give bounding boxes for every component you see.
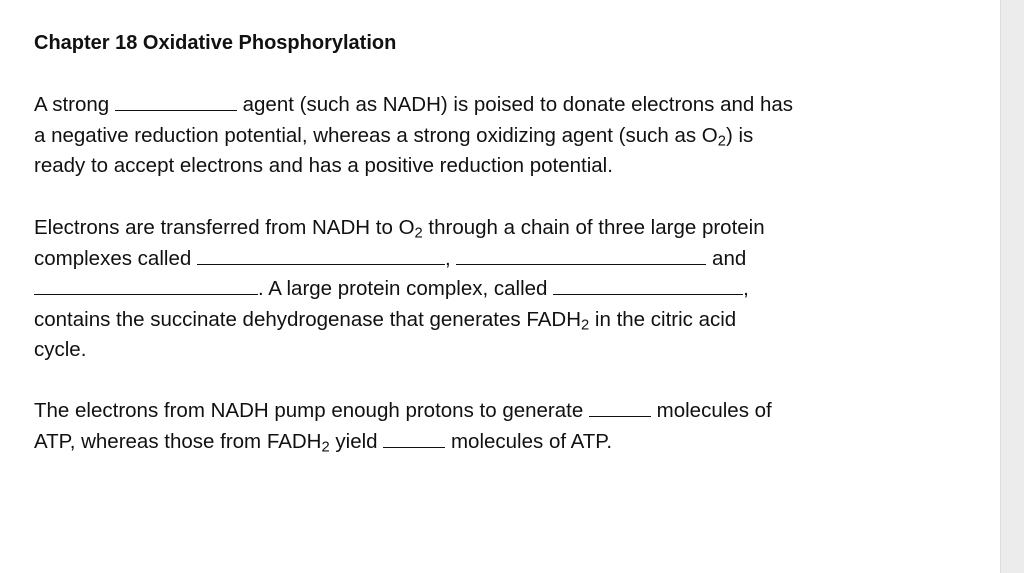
paragraph-2-line-2 [34,246,746,272]
paragraph-3-line-1 [34,398,772,424]
paragraph-1-line-1 [34,92,793,118]
blank-complex-1[interactable] [197,246,445,265]
text: ) is [725,124,754,147]
paragraph-1-line-2 [34,123,753,149]
text: through a chain of three large protein [422,216,765,239]
text: ATP, whereas those from FADH [34,430,322,453]
text: in the citric acid [589,308,737,331]
text: and [706,247,747,270]
text: a negative reduction potential, whereas a strong oxidizing agent (such as O [34,124,718,147]
text: Electrons are transferred from NADH to O [34,216,415,239]
paragraph-2-line-5: cycle. [34,338,87,361]
window-edge-gutter [1000,0,1024,573]
subscript: 2 [581,317,590,334]
text: . A large protein complex, called [258,277,554,300]
subscript: 2 [321,439,330,456]
text: A strong [34,93,115,116]
paragraph-2-line-3 [34,276,749,302]
text: contains the succinate dehydrogenase that generates FADH [34,308,582,331]
blank-complex-2[interactable] [456,246,706,265]
text: , [743,277,749,300]
subscript: 2 [717,133,726,150]
paragraph-2-line-1 [34,215,765,241]
text: yield [329,430,384,453]
text: complexes called [34,247,197,270]
paragraph-1-line-3: ready to accept electrons and has a positive reduction potential. [34,154,613,177]
text: molecules of [650,399,772,422]
paragraph-2-line-4 [34,307,736,333]
blank-atp-fadh2[interactable] [383,429,445,448]
text: molecules of ATP. [445,430,613,453]
blank-reducing-agent[interactable] [115,92,237,111]
paragraph-3-line-2 [34,429,612,455]
chapter-title: Chapter 18 Oxidative Phosphorylation [34,32,397,54]
blank-complex-succinate[interactable] [553,276,743,295]
blank-atp-nadh[interactable] [589,398,651,417]
subscript: 2 [414,225,423,242]
text: The electrons from NADH pump enough protons to generate [34,399,589,422]
text: agent (such as NADH) is poised to donate electrons and has [236,93,794,116]
blank-complex-3[interactable] [34,276,258,295]
text: , [444,247,451,270]
